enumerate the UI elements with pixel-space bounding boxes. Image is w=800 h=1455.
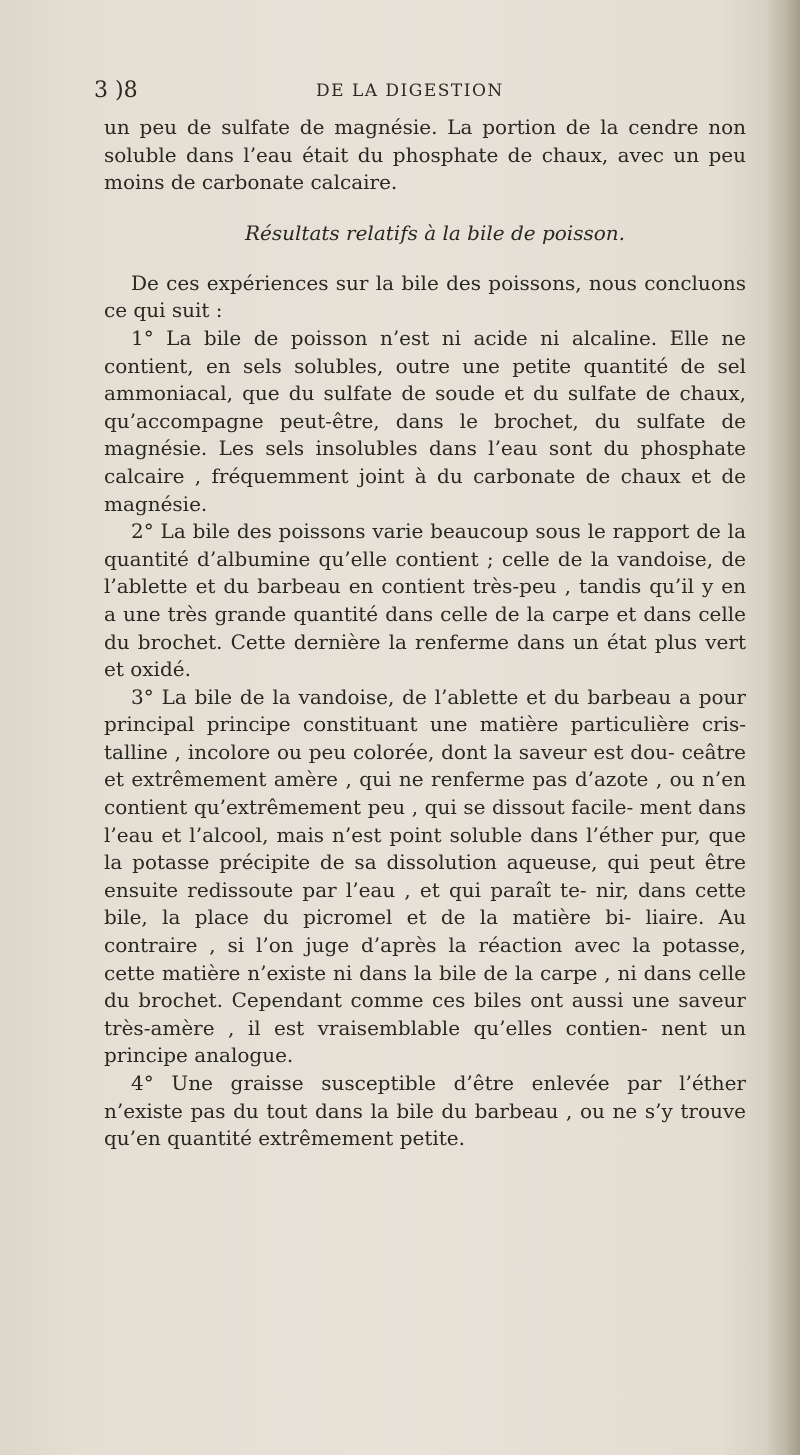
paragraph-item-4: 4° Une graisse susceptible d’être enlevée par l’éther n’existe pas du tout dans la bile du barbeau , ou ne s’y trouve qu’en quantité extrêmement petite. [104,1071,746,1151]
body-text [104,114,746,1153]
page-edge-shadow [766,0,800,1455]
paragraph-intro: De ces expériences sur la bile des poissons, nous concluons ce qui suit : [104,270,746,323]
running-head [94,78,734,104]
paragraph-item-1: 1° La bile de poisson n’est ni acide ni alcaline. Elle ne contient, en sels solubles, outre une petite quantité de sel ammoniacal, que du sulfate de soude et du sulfate de chaux, qu’accompagne peut-être, dans le brochet, du sulfate de magnésie. Les sels insolubles dans l’eau sont du phosphate calcaire , fréquemment joint à du carbonate de chaux et de magnésie. [104,325,746,516]
page-number: 3 )8 [94,78,138,103]
paragraph-item-2: 2° La bile des poissons varie beaucoup sous le rapport de la quantité d’albumine qu’elle contient ; celle de la vandoise, de l’ablette et du barbeau en contient très-peu , tandis qu’il y en a une très grande quantité dans celle de la carpe et dans celle du brochet. Cette dernière la renferme dans un état plus vert et oxidé. [104,519,746,682]
section-heading: Résultats relatifs à la bile de poisson. [244,220,626,245]
paragraph-item-3: 3° La bile de la vandoise, de l’ablette et du barbeau a pour principal principe constituant une matière particulière cris- talline , incolore ou peu colorée, dont la saveur est dou- ceâtre et extrêmement amère , qui ne renferme pas d’azote , ou n’en contient qu’extrêmement peu , qui se dissout facile- ment dans l’eau et l’alcool, mais n’est point soluble dans l’éther pur, que la potasse précipite de sa dissolution aqueuse, qui peut être ensuite redissoute par l’eau , et qui paraît te- nir, dans cette bile, la place du picromel et de la matière bi- liaire. Au contraire , si l’on juge d’après la réaction avec la potasse, cette matière n’existe ni dans la bile de la carpe , ni dans celle du brochet. Cependant comme ces biles ont aussi une saveur très-amère , il est vraisemblable qu’elles contien- nent un principe analogue. [104,684,746,1068]
paragraph-continued: un peu de sulfate de magnésie. La portion de la cendre non soluble dans l’eau était du phosphate de chaux, avec un peu moins de carbonate calcaire. [104,115,746,195]
running-title: DE LA DIGESTION [316,81,504,101]
